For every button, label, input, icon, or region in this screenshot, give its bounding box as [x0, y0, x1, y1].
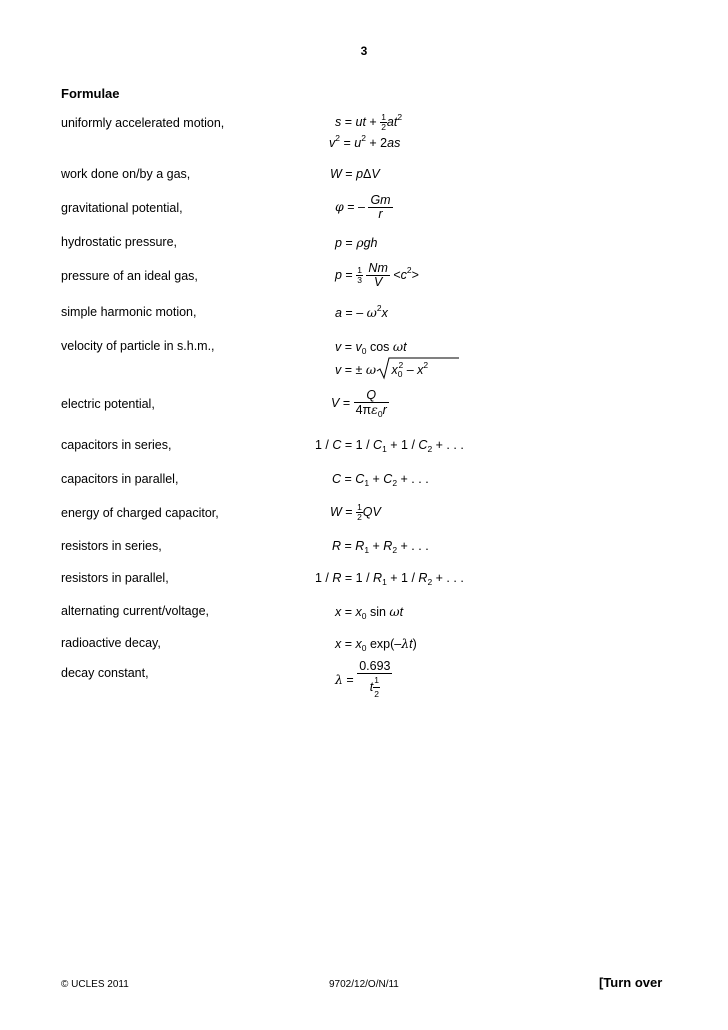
formula-uniform-1: s = ut + $\frac{1}{2}$ $at^2$	[335, 111, 403, 132]
label-ideal-gas-pressure: pressure of an ideal gas,	[61, 269, 198, 283]
label-electric-potential: electric potential,	[61, 397, 155, 411]
formula-decay-constant: λ = 0.693 t $\frac{1}{2}$	[335, 659, 391, 699]
formula-capacitors-parallel: $C = C_1 + C_2$ + . . .	[332, 472, 429, 488]
footer-copyright: © UCLES 2011	[61, 979, 129, 990]
footer-paper-code: 9702/12/O/N/11	[329, 979, 399, 990]
formula-alternating: $x = x_0$ sin ωt	[335, 604, 404, 621]
label-capacitor-energy: energy of charged capacitor,	[61, 506, 219, 520]
label-capacitors-series: capacitors in series,	[61, 438, 172, 452]
formula-uniform-2: $v^2 = u^2 + 2as$	[329, 133, 401, 150]
formula-resistors-parallel: $1 / R = 1 / R_1 + 1 / R_2$ + . . .	[315, 571, 464, 587]
formula-velocity-1: $v = v_0$ cos ωt	[335, 339, 407, 356]
formula-resistors-series: $R = R_1 + R_2$ + . . .	[332, 539, 429, 555]
square-root-icon	[376, 356, 460, 380]
formula-radioactive: $x = x_0$ exp(–λt)	[335, 636, 417, 653]
label-uniform-motion: uniformly accelerated motion,	[61, 116, 225, 130]
page-number: 3	[360, 44, 368, 58]
formula-shm: a = – $\omega^2x$	[335, 303, 388, 320]
label-resistors-series: resistors in series,	[61, 539, 162, 553]
formula-gravitational: φ = – $\frac{Gm}{r}$	[335, 193, 391, 221]
formula-electric: V = $\frac{Q}{4\pi\varepsilon_0r}$	[331, 388, 387, 419]
formula-capacitor-energy: W = $\frac{1}{2}$ QV	[330, 502, 381, 522]
formula-work: W = pΔV	[330, 167, 380, 181]
label-alternating-current: alternating current/voltage,	[61, 604, 210, 618]
formula-velocity-2: v = ± ω $x_0^2 - x^2$	[335, 362, 428, 377]
label-gravitational-potential: gravitational potential,	[61, 201, 183, 215]
formula-capacitors-series: $1 / C = 1 / C_1 + 1 / C_2$ + . . .	[315, 438, 464, 454]
label-radioactive-decay: radioactive decay,	[61, 636, 161, 650]
label-decay-constant: decay constant,	[61, 666, 149, 680]
label-capacitors-parallel: capacitors in parallel,	[61, 472, 179, 486]
formula-hydrostatic: p = ρgh	[335, 235, 378, 250]
label-hydrostatic-pressure: hydrostatic pressure,	[61, 235, 178, 249]
label-velocity-shm: velocity of particle in s.h.m.,	[61, 339, 215, 353]
label-resistors-parallel: resistors in parallel,	[61, 571, 169, 585]
label-shm: simple harmonic motion,	[61, 305, 197, 319]
formula-ideal-gas: p = $\frac{1}{3}$ $\frac{Nm}{V}$ $<c^2>$	[335, 261, 419, 289]
label-work-done: work done on/by a gas,	[61, 167, 191, 181]
formulae-heading: Formulae	[61, 86, 120, 101]
turn-over-label: [Turn over	[599, 975, 663, 990]
